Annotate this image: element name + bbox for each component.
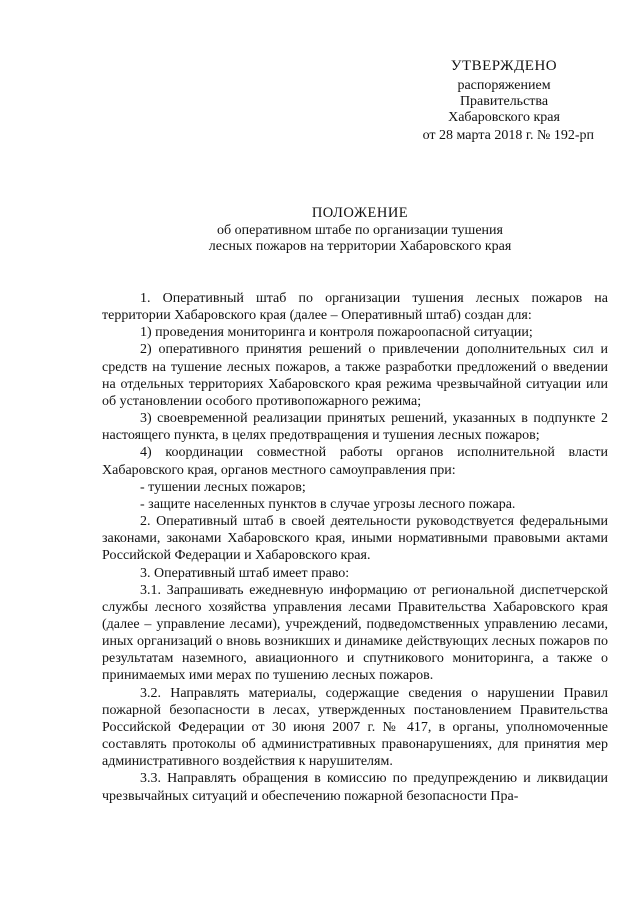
paragraph-3-1: 3.1. Запрашивать ежедневную информацию от региональной диспетчерской службы лесного хозяйства управления лесами Правительства Хабаровского края (далее – управление лесами), учреждений, подведомственных управлению лесами, иных организаций о вновь возникших и динамике действующих лесных пожаров по результатам наземного, авиационного и спутникового мониторинга, а также о принимаемых ими мерах по тушению лесных пожаров.	[102, 582, 608, 684]
paragraph-3-3: 3.3. Направлять обращения в комиссию по предупреждению и ликвидации чрезвычайных ситуаций и обеспечению пожарной безопасности Пра-	[102, 771, 608, 804]
approval-stamp: УТВЕРЖДЕНО	[450, 58, 558, 74]
paragraph-2: 2. Оперативный штаб в своей деятельности руководствуется федеральными законами, законами Хабаровского края, иными нормативными правовыми актами Российской Федерации и Хабаровского края.	[102, 514, 608, 564]
approval-line-3: Хабаровского края	[448, 110, 560, 125]
paragraph-1-item-4-dash-1: - тушении лесных пожаров;	[140, 479, 306, 495]
paragraph-3: 3. Оперативный штаб имеет право:	[140, 565, 350, 581]
approval-line-1: распоряжением	[457, 78, 551, 93]
paragraph-1-item-2: 2) оперативного принятия решений о привлечении дополнительных сил и средств на тушение лесных пожаров, а также разработки предложений о введении на отдельных территориях Хабаровского края режима чрезвычайной ситуации или об установлении особого противопожарного режима;	[102, 342, 608, 409]
paragraph-1-item-4-dash-2: - защите населенных пунктов в случае угрозы лесного пожара.	[140, 496, 516, 512]
document-subtitle-line-2: лесных пожаров на территории Хабаровского края	[208, 239, 512, 254]
approval-line-2: Правительства	[459, 94, 549, 109]
document-body	[102, 290, 608, 805]
paragraph-1-item-3: 3) своевременной реализации принятых решений, указанных в подпункте 2 настоящего пункта, в целях предотвращения и тушения лесных пожаров;	[102, 411, 608, 444]
paragraph-1-item-4: 4) координации совместной работы органов исполнительной власти Хабаровского края, органов местного самоуправления при:	[102, 445, 608, 478]
approval-date: от 28 марта 2018 г. № 192-рп	[422, 128, 594, 143]
document-subtitle-line-1: об оперативном штабе по организации тушения	[217, 223, 503, 238]
approval-block	[374, 58, 594, 144]
document-title-block	[60, 205, 640, 255]
document-title: ПОЛОЖЕНИЕ	[311, 205, 409, 221]
paragraph-3-2: 3.2. Направлять материалы, содержащие сведения о нарушении Правил пожарной безопасности в лесах, утвержденных постановлением Правительства Российской Федерации от 30 июня 2007 г. № 417, в органы, уполномоченные составлять протоколы об административных правонарушениях, для принятия мер административного воздействия к нарушителям.	[102, 685, 608, 770]
paragraph-1: 1. Оперативный штаб по организации тушения лесных пожаров на территории Хабаровского края (далее – Оперативный штаб) создан для:	[102, 291, 608, 324]
paragraph-1-item-1: 1) проведения мониторинга и контроля пожароопасной ситуации;	[140, 325, 533, 341]
